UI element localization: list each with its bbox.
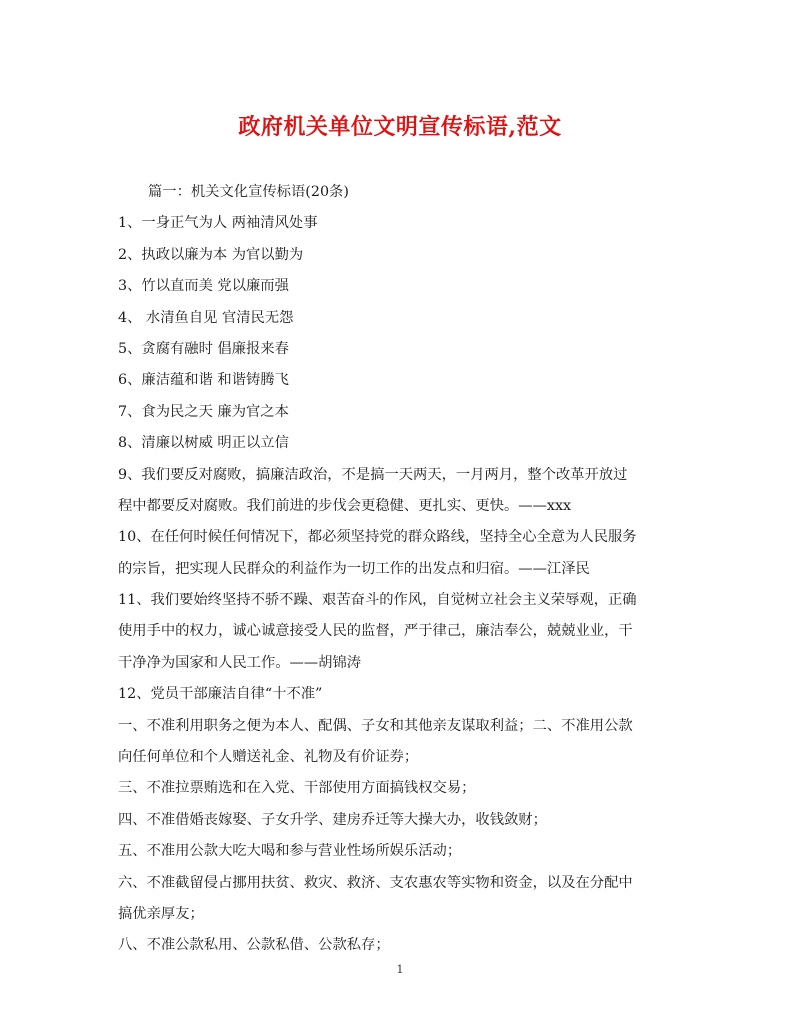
slogan-line: 3、竹以直而美 党以廉而强 (118, 278, 289, 295)
page-number: 1 (396, 963, 404, 976)
slogan-line: 7、食为民之天 廉为官之本 (118, 403, 289, 420)
document-body (118, 177, 688, 962)
slogan-line: 6、廉洁蕴和谐 和谐铸腾飞 (118, 372, 289, 389)
rule-line: 八、不准公款私用、公款私借、公款私存； (118, 937, 390, 954)
paragraph-line: 使用手中的权力，诚心诚意接受人民的监督，严于律己，廉洁奉公，兢兢业业，干 (118, 623, 633, 640)
paragraph-line: 12、党员干部廉洁自律“十不准” (118, 686, 323, 703)
rule-line: 向任何单位和个人赠送礼金、礼物及有价证券； (118, 749, 419, 766)
slogan-line: 1、一身正气为人 两袖清风处事 (118, 215, 318, 232)
document-title: 政府机关单位文明宣传标语,范文 (238, 114, 562, 140)
rule-line: 一、不准利用职务之便为本人、配偶、子女和其他亲友谋取利益；二、不准用公款 (118, 717, 633, 734)
rule-line: 搞优亲厚友； (118, 905, 204, 922)
slogan-line: 4、 水清鱼自见 官清民无怨 (118, 309, 294, 326)
rule-line: 四、不准借婚丧嫁娶、子女升学、建房乔迁等大操大办，收钱敛财； (118, 811, 547, 828)
rule-line: 六、不准截留侵占挪用扶贫、救灾、救济、支农惠农等实物和资金，以及在分配中 (118, 874, 633, 891)
paragraph-line: 11、我们要始终坚持不骄不躁、艰苦奋斗的作风，自觉树立社会主义荣辱观，正确 (118, 592, 637, 609)
paragraph-line: 程中都要反对腐败。我们前进的步伐会更稳健、更扎实、更快。——xxx (118, 497, 572, 514)
slogan-line: 5、贪腐有融时 倡廉报来春 (118, 340, 289, 357)
paragraph-line: 9、我们要反对腐败，搞廉洁政治，不是搞一天两天，一月两月，整个改革开放过 (118, 466, 628, 483)
section-heading: 篇一：机关文化宣传标语(20条) (148, 184, 349, 200)
rule-line: 三、不准拉票贿选和在入党、干部使用方面搞钱权交易； (118, 780, 476, 797)
rule-line: 五、不准用公款大吃大喝和参与营业性场所娱乐活动； (118, 843, 462, 860)
paragraph-line: 的宗旨，把实现人民群众的利益作为一切工作的出发点和归宿。——江泽民 (118, 560, 590, 577)
paragraph-line: 10、在任何时候任何情况下，都必须坚持党的群众路线，坚持全心全意为人民服务 (118, 529, 637, 546)
paragraph-line: 干净净为国家和人民工作。——胡锦涛 (118, 654, 362, 671)
slogan-line: 8、清廉以树威 明正以立信 (118, 435, 289, 452)
slogan-line: 2、执政以廉为本 为官以勤为 (118, 246, 304, 263)
